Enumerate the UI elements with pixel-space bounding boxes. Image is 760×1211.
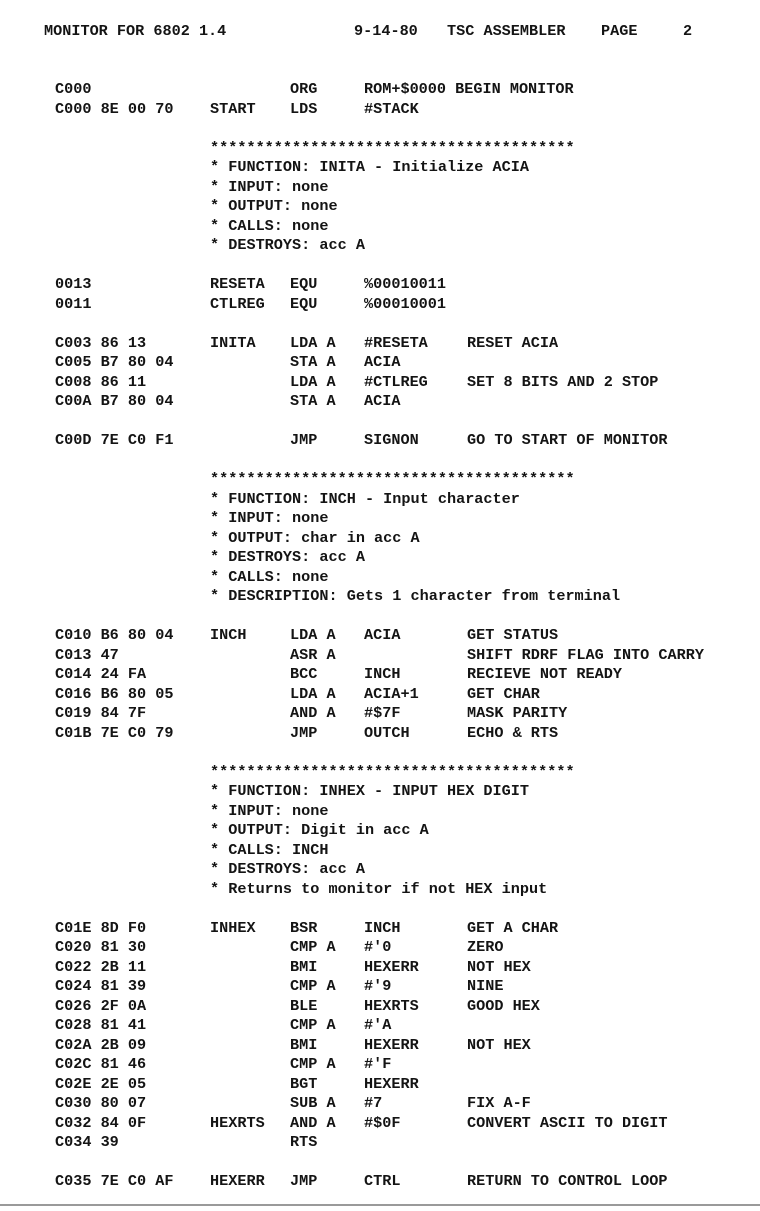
object-code: C019 84 7F: [55, 704, 147, 722]
blank-line: [0, 1153, 760, 1173]
code-line: [0, 1114, 760, 1134]
comment-field: GET A CHAR: [467, 918, 559, 937]
object-code: C000: [55, 80, 92, 98]
comment-field: NOT HEX: [467, 957, 531, 976]
object-code: C01E 8D F0: [55, 918, 147, 937]
object-code: C026 2F 0A: [55, 996, 147, 1015]
code-line: [0, 1094, 760, 1114]
header-page-number: 2: [683, 22, 693, 40]
label-field: * DESTROYS: acc A: [210, 860, 365, 878]
comment-line: [0, 568, 760, 588]
opcode-field: BMI: [290, 957, 318, 976]
operand-field: #RESETA: [364, 333, 428, 352]
opcode-field: SUB A: [290, 1094, 336, 1112]
object-code: C008 86 11: [55, 372, 147, 391]
assembly-listing: [0, 80, 760, 1192]
operand-field: CTRL: [364, 1172, 401, 1190]
opcode-field: LDA A: [290, 684, 336, 703]
object-code: C030 80 07: [55, 1094, 147, 1112]
opcode-field: LDA A: [290, 626, 336, 644]
comment-field: NINE: [467, 977, 504, 995]
label-field: ****************************************: [210, 470, 575, 488]
label-field: INHEX: [210, 918, 256, 937]
code-line: [0, 1172, 760, 1192]
comment-field: GOOD HEX: [467, 996, 540, 1015]
comment-line: [0, 490, 760, 510]
code-line: [0, 685, 760, 705]
label-field: * OUTPUT: char in acc A: [210, 528, 420, 547]
operand-field: HEXERR: [364, 1074, 419, 1093]
operand-field: #7: [364, 1094, 383, 1112]
opcode-field: CMP A: [290, 938, 336, 956]
label-field: RESETA: [210, 275, 265, 293]
comment-field: RESET ACIA: [467, 333, 559, 352]
blank-line: [0, 607, 760, 627]
label-field: ****************************************: [210, 762, 575, 781]
object-code: C014 24 FA: [55, 665, 147, 683]
label-field: * INPUT: none: [210, 801, 329, 820]
opcode-field: RTS: [290, 1133, 318, 1151]
opcode-field: CMP A: [290, 1016, 336, 1034]
comment-line: [0, 802, 760, 822]
opcode-field: CMP A: [290, 1055, 336, 1073]
object-code: C016 B6 80 05: [55, 684, 174, 703]
header-page-label: PAGE: [601, 22, 638, 40]
comment-line: [0, 139, 760, 159]
object-code: C000 8E 00 70: [55, 99, 174, 118]
page-bottom-rule: [0, 1204, 760, 1206]
code-line: [0, 919, 760, 939]
code-line: [0, 1055, 760, 1075]
opcode-field: JMP: [290, 431, 318, 449]
label-field: INITA: [210, 333, 256, 352]
label-field: * FUNCTION: INHEX - INPUT HEX DIGIT: [210, 782, 529, 800]
operand-field: ROM+$0000 BEGIN MONITOR: [364, 80, 574, 98]
opcode-field: STA A: [290, 353, 336, 371]
object-code: C035 7E C0 AF: [55, 1172, 174, 1190]
label-field: * DESTROYS: acc A: [210, 548, 365, 566]
comment-field: GET CHAR: [467, 684, 540, 703]
label-field: * Returns to monitor if not HEX input: [210, 879, 548, 898]
comment-field: FIX A-F: [467, 1094, 531, 1112]
code-line: [0, 431, 760, 451]
comment-line: [0, 217, 760, 237]
comment-line: [0, 178, 760, 198]
label-field: ****************************************: [210, 138, 575, 157]
operand-field: #$7F: [364, 704, 401, 722]
label-field: INCH: [210, 626, 247, 644]
opcode-field: BLE: [290, 996, 318, 1015]
operand-field: ACIA: [364, 353, 401, 371]
comment-field: RECIEVE NOT READY: [467, 665, 622, 683]
header-program: TSC ASSEMBLER: [447, 22, 566, 40]
opcode-field: EQU: [290, 294, 318, 313]
blank-line: [0, 119, 760, 139]
comment-field: SET 8 BITS AND 2 STOP: [467, 372, 659, 391]
opcode-field: BMI: [290, 1035, 318, 1054]
code-line: [0, 100, 760, 120]
header-title: MONITOR FOR 6802 1.4: [44, 22, 227, 40]
label-field: * FUNCTION: INITA - Initialize ACIA: [210, 158, 529, 176]
comment-field: RETURN TO CONTROL LOOP: [467, 1172, 668, 1190]
comment-line: [0, 158, 760, 178]
object-code: C003 86 13: [55, 333, 147, 352]
blank-line: [0, 743, 760, 763]
comment-field: ZERO: [467, 938, 504, 956]
comment-line: [0, 470, 760, 490]
label-field: * DESCRIPTION: Gets 1 character from terminal: [210, 587, 621, 605]
code-line: [0, 80, 760, 100]
label-field: * OUTPUT: none: [210, 197, 338, 215]
operand-field: %00010001: [364, 294, 447, 313]
code-line: [0, 997, 760, 1017]
code-line: [0, 704, 760, 724]
blank-line: [0, 451, 760, 471]
comment-line: [0, 821, 760, 841]
opcode-field: BGT: [290, 1074, 318, 1093]
blank-line: [0, 412, 760, 432]
label-field: * CALLS: INCH: [210, 840, 329, 859]
operand-field: %00010011: [364, 275, 447, 293]
opcode-field: LDA A: [290, 333, 336, 352]
operand-field: #$0F: [364, 1113, 401, 1132]
opcode-field: BCC: [290, 665, 318, 683]
opcode-field: LDA A: [290, 372, 336, 391]
code-line: [0, 626, 760, 646]
code-line: [0, 1133, 760, 1153]
operand-field: #'A: [364, 1016, 392, 1034]
label-field: HEXERR: [210, 1172, 265, 1190]
comment-line: [0, 529, 760, 549]
label-field: * CALLS: none: [210, 567, 329, 586]
opcode-field: ASR A: [290, 645, 336, 664]
operand-field: #'F: [364, 1055, 392, 1073]
opcode-field: JMP: [290, 723, 318, 742]
comment-line: [0, 763, 760, 783]
comment-field: GO TO START OF MONITOR: [467, 431, 668, 449]
opcode-field: LDS: [290, 99, 318, 118]
object-code: C028 81 41: [55, 1016, 147, 1034]
code-line: [0, 295, 760, 315]
operand-field: HEXERR: [364, 957, 419, 976]
object-code: C02A 2B 09: [55, 1035, 147, 1054]
blank-line: [0, 314, 760, 334]
operand-field: ACIA: [364, 392, 401, 410]
opcode-field: STA A: [290, 392, 336, 410]
code-line: [0, 275, 760, 295]
object-code: C020 81 30: [55, 938, 147, 956]
object-code: C010 B6 80 04: [55, 626, 174, 644]
comment-line: [0, 841, 760, 861]
operand-field: #CTLREG: [364, 372, 428, 391]
blank-line: [0, 899, 760, 919]
comment-field: NOT HEX: [467, 1035, 531, 1054]
operand-field: #'0: [364, 938, 392, 956]
label-field: CTLREG: [210, 294, 265, 313]
code-line: [0, 665, 760, 685]
operand-field: INCH: [364, 918, 401, 937]
code-line: [0, 334, 760, 354]
object-code: C034 39: [55, 1133, 119, 1151]
code-line: [0, 1036, 760, 1056]
object-code: C02C 81 46: [55, 1055, 147, 1073]
object-code: C005 B7 80 04: [55, 353, 174, 371]
operand-field: HEXRTS: [364, 996, 419, 1015]
label-field: * DESTROYS: acc A: [210, 236, 365, 254]
comment-line: [0, 587, 760, 607]
blank-line: [0, 256, 760, 276]
operand-field: #STACK: [364, 99, 419, 118]
label-field: * CALLS: none: [210, 216, 329, 235]
object-code: C013 47: [55, 645, 119, 664]
label-field: * INPUT: none: [210, 509, 329, 527]
code-line: [0, 373, 760, 393]
label-field: START: [210, 99, 256, 118]
comment-line: [0, 860, 760, 880]
object-code: C024 81 39: [55, 977, 147, 995]
code-line: [0, 1016, 760, 1036]
operand-field: INCH: [364, 665, 401, 683]
code-line: [0, 958, 760, 978]
operand-field: SIGNON: [364, 431, 419, 449]
code-line: [0, 646, 760, 666]
opcode-field: BSR: [290, 918, 318, 937]
code-line: [0, 353, 760, 373]
opcode-field: CMP A: [290, 977, 336, 995]
code-line: [0, 392, 760, 412]
label-field: HEXRTS: [210, 1113, 265, 1132]
operand-field: ACIA+1: [364, 684, 419, 703]
comment-line: [0, 880, 760, 900]
object-code: 0011: [55, 294, 92, 313]
operand-field: ACIA: [364, 626, 401, 644]
comment-field: MASK PARITY: [467, 704, 568, 722]
operand-field: HEXERR: [364, 1035, 419, 1054]
code-line: [0, 1075, 760, 1095]
comment-field: GET STATUS: [467, 626, 559, 644]
operand-field: OUTCH: [364, 723, 410, 742]
object-code: C01B 7E C0 79: [55, 723, 174, 742]
object-code: C022 2B 11: [55, 957, 147, 976]
comment-field: CONVERT ASCII TO DIGIT: [467, 1113, 668, 1132]
code-line: [0, 938, 760, 958]
object-code: C00D 7E C0 F1: [55, 431, 174, 449]
opcode-field: ORG: [290, 80, 318, 98]
comment-line: [0, 782, 760, 802]
operand-field: #'9: [364, 977, 392, 995]
comment-line: [0, 548, 760, 568]
comment-field: SHIFT RDRF FLAG INTO CARRY: [467, 645, 704, 664]
opcode-field: AND A: [290, 704, 336, 722]
opcode-field: EQU: [290, 275, 318, 293]
comment-field: ECHO & RTS: [467, 723, 559, 742]
object-code: 0013: [55, 275, 92, 293]
object-code: C00A B7 80 04: [55, 392, 174, 410]
code-line: [0, 724, 760, 744]
object-code: C02E 2E 05: [55, 1074, 147, 1093]
label-field: * INPUT: none: [210, 177, 329, 196]
header-date: 9-14-80: [354, 22, 418, 40]
object-code: C032 84 0F: [55, 1113, 147, 1132]
comment-line: [0, 236, 760, 256]
comment-line: [0, 509, 760, 529]
opcode-field: JMP: [290, 1172, 318, 1190]
label-field: * FUNCTION: INCH - Input character: [210, 489, 520, 508]
opcode-field: AND A: [290, 1113, 336, 1132]
code-line: [0, 977, 760, 997]
label-field: * OUTPUT: Digit in acc A: [210, 821, 429, 839]
comment-line: [0, 197, 760, 217]
